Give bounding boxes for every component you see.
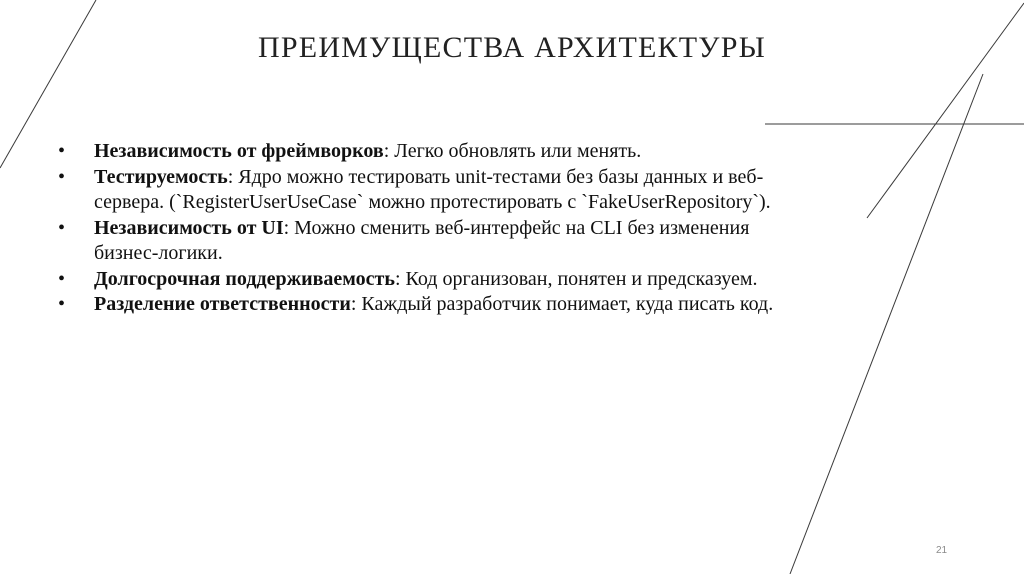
decor-line-right-diagonal — [790, 74, 983, 574]
bullet-icon: • — [58, 165, 66, 188]
bullet-icon: • — [58, 216, 66, 239]
bullet-icon: • — [58, 140, 66, 162]
list-item — [58, 165, 818, 216]
page-number: 21 — [936, 545, 948, 556]
item-text: : Легко обновлять или менять. — [383, 140, 642, 162]
slide-title: ПРЕИМУЩЕСТВА АРХИТЕКТУРЫ — [258, 31, 766, 64]
item-term: Независимость от фреймворков — [94, 140, 384, 162]
list-item — [58, 292, 818, 318]
bullet-list — [58, 139, 818, 318]
item-term: Долгосрочная поддерживаемость — [94, 267, 395, 290]
item-text: : Код организован, понятен и предсказуем. — [394, 267, 758, 290]
bullet-icon: • — [58, 267, 66, 290]
list-item — [58, 267, 818, 293]
item-term: Тестируемость — [94, 165, 228, 188]
item-text: : Каждый разработчик понимает, куда писать код. — [350, 293, 774, 315]
item-text: : Ядро можно тестировать unit-тестами без базы данных и веб-сервера. (`RegisterUserUseCase` можно протестировать с `FakeUserRepository`). — [94, 165, 771, 213]
item-term: Независимость от UI — [94, 216, 284, 239]
bullet-list-container — [58, 139, 818, 318]
list-item — [58, 216, 818, 267]
list-item — [58, 139, 818, 165]
item-text: : Можно сменить веб-интерфейс на CLI без изменения бизнес-логики. — [94, 216, 750, 264]
item-term: Разделение ответственности — [94, 293, 351, 315]
bullet-icon: • — [58, 293, 66, 315]
